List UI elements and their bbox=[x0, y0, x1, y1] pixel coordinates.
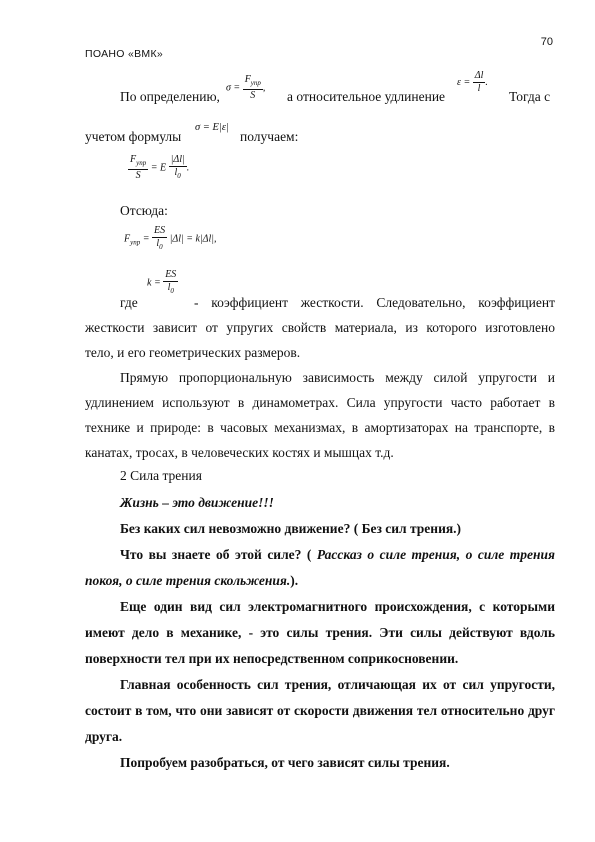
text-main-line3: друга. bbox=[85, 729, 123, 744]
formula-combined: $\frac{F_{упр}}{S}$ = E $\frac{|\Delta l|}{l_0}$ . bbox=[130, 154, 190, 181]
text-relative-elongation: а относительное удлинение bbox=[287, 89, 446, 104]
page-number: 70 bbox=[540, 36, 553, 48]
text-dynamometer-line3: технике и природе: в часовых механизмах, в амортизаторах на транспорте, в bbox=[85, 420, 555, 435]
page-header: ПОАНО «ВМК» bbox=[85, 48, 163, 60]
question-friction-cont: покоя, о силе трения скольжения.). bbox=[85, 573, 299, 588]
text-where: где bbox=[120, 295, 138, 310]
text-em-line1: Еще один вид сил электромагнитного происхождения, с которыми bbox=[120, 599, 555, 614]
formula-hooke: σ = E|ε| bbox=[195, 122, 229, 133]
text-dynamometer-line1: Прямую пропорциональную зависимость между силой упругости и bbox=[120, 370, 555, 385]
text-hence: Отсюда: bbox=[120, 203, 168, 218]
section-title: 2 Сила трения bbox=[120, 468, 202, 483]
text-using-formula: учетом формулы bbox=[85, 129, 182, 144]
question-forces: Без каких сил невозможно движение? ( Без сил трения.) bbox=[120, 521, 462, 536]
text-dynamometer-line4: канатах, тросах, в человеческих костях и мышцах т.д. bbox=[85, 445, 394, 460]
question-friction: Что вы знаете об этой силе? ( Рассказ о силе трения, о силе трения bbox=[120, 547, 555, 562]
text-we-get: получаем: bbox=[240, 129, 299, 144]
formula-elastic-force: $F_{упр}$ = $\frac{ES}{l_0}$ |Δl| = k|Δl|, bbox=[124, 225, 217, 251]
text-then: Тогда с bbox=[509, 89, 551, 104]
formula-stiffness: k = $\frac{ES}{l_0}$ bbox=[147, 269, 177, 295]
text-last-line: Попробуем разобраться, от чего зависят силы трения. bbox=[120, 755, 450, 770]
formula-epsilon-definition: ε = $\frac{\Delta l}{l}$ . bbox=[457, 70, 488, 94]
text-main-line1: Главная особенность сил трения, отличающая их от сил упругости, bbox=[120, 677, 555, 692]
text-dynamometer-line2: удлинением используют в динамометрах. Сила упругости часто работает в bbox=[85, 395, 555, 410]
text-em-line3: поверхности тел при их непосредственном соприкосновении. bbox=[85, 651, 459, 666]
text-stiffness-line1: - коэффициент жесткости. Следовательно, коэффициент bbox=[194, 295, 555, 310]
text-stiffness-line2: жесткости зависит от упругих свойств материала, из которого изготовлено bbox=[85, 320, 555, 335]
text-definition: По определению, bbox=[120, 89, 220, 104]
text-main-line2: состоит в том, что они зависят от скорости движения тел относительно друг bbox=[85, 703, 555, 718]
text-em-line2: имеют дело в механике, - это силы трения. Эти силы действуют вдоль bbox=[85, 625, 555, 640]
text-stiffness-line3: тело, и его геометрических размеров. bbox=[85, 345, 301, 360]
motto: Жизнь – это движение!!! bbox=[120, 495, 274, 510]
formula-sigma-definition: σ = $\frac{F_{упр}}{S}$ , bbox=[226, 74, 266, 101]
